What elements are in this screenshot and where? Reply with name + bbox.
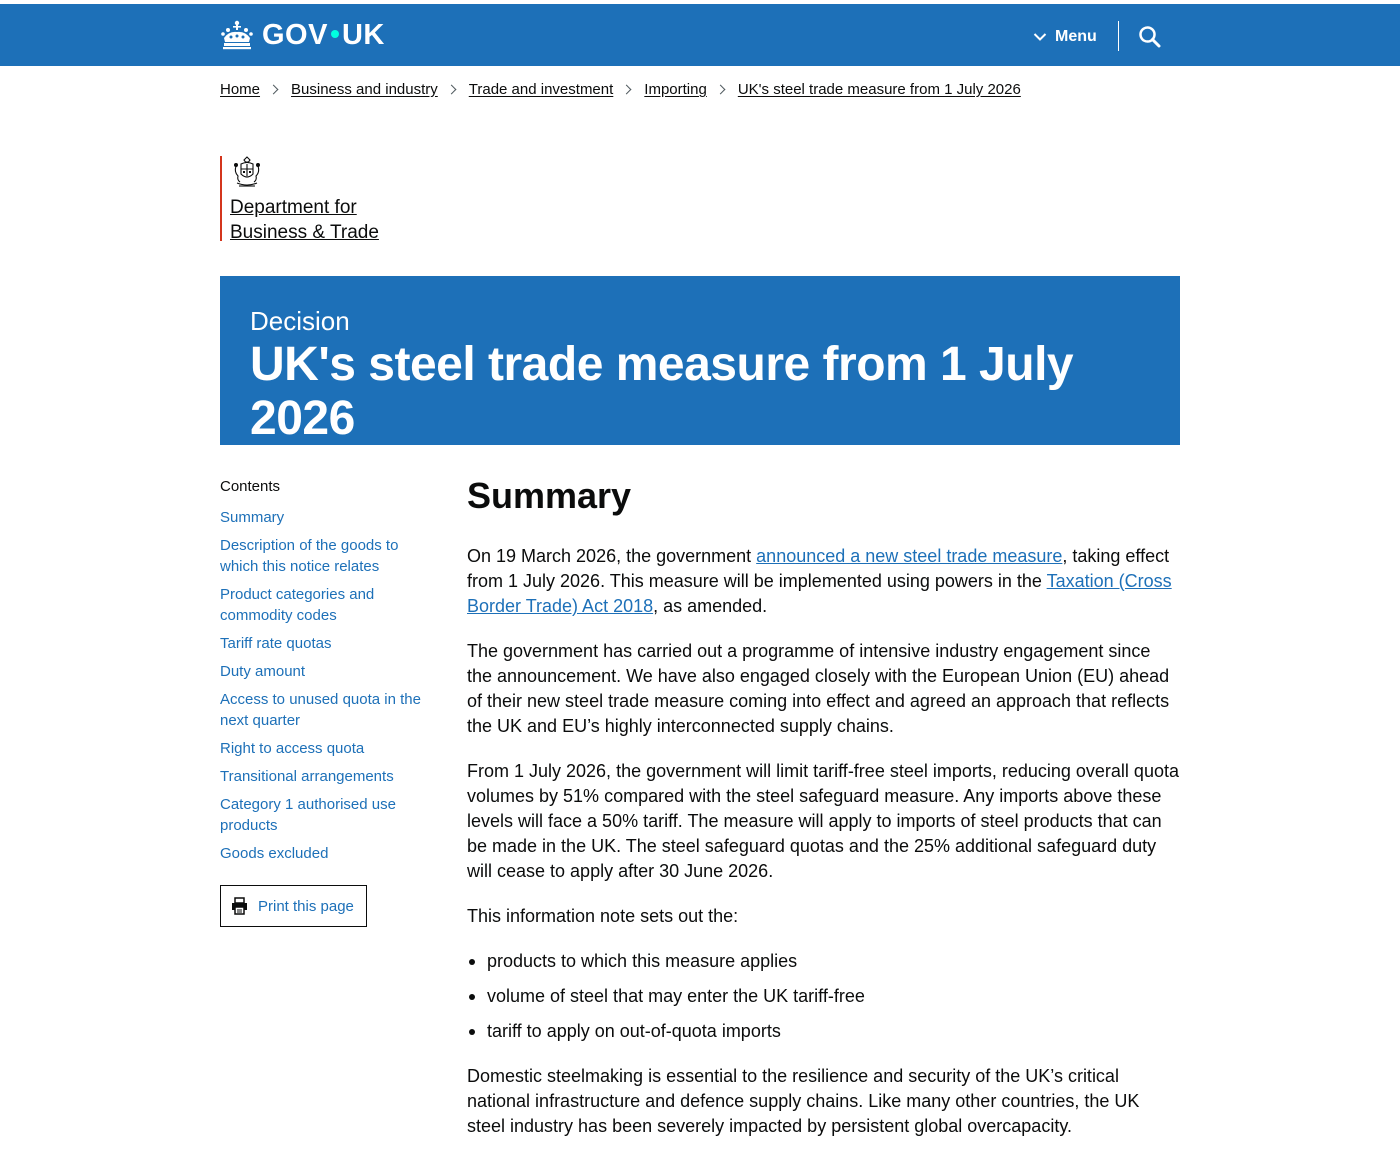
breadcrumb [220,81,1021,98]
contents-link-description-of-goods[interactable]: Description of the goods to which this notice relates [220,537,399,575]
brand-dot [331,30,339,38]
contents-heading: Contents [220,478,281,495]
crown-icon [220,20,254,50]
updated-date: Updated 25 June 2026 [250,447,412,464]
contents-link-tariff-rate-quotas[interactable]: Tariff rate quotas [220,635,332,652]
contents-links [220,507,440,864]
govuk-logo-link[interactable] [220,18,385,52]
contents-link-transitional-arrangements[interactable]: Transitional arrangements [220,768,394,785]
chevron-right-icon [622,85,632,95]
search-button[interactable] [1138,25,1162,49]
list-item: tariff to apply on out-of-quota imports [467,1019,1180,1044]
chevron-right-icon [715,85,725,95]
link-announced-new-steel-trade-measure[interactable]: announced a new steel trade measure [756,546,1063,566]
menu-button[interactable] [1033,24,1097,50]
contents-item [220,738,440,759]
royal-coat-of-arms-icon [232,156,262,190]
paragraph-announcement [467,544,1180,619]
contents-link-goods-excluded[interactable]: Goods excluded [220,845,329,862]
paragraph-text: , as amended. [653,596,768,616]
document-type: Decision [250,306,350,336]
organisation-link[interactable] [230,195,420,245]
paragraph-industry-engagement: The government has carried out a programme of intensive industry engagement since the announcement. We have also engaged closely with the European Union (EU) ahead of their new steel trade measure coming into effect and agreed an approach that reflects the UK and EU’s highly interconnected supply chains. [467,641,1170,736]
chevron-down-icon [1033,32,1047,42]
contents-link-right-to-access-quota[interactable]: Right to access quota [220,740,365,757]
main-content [467,474,1180,1159]
contents-item [220,689,440,731]
title-banner [220,276,1180,464]
contents-item [220,794,440,836]
site-header [0,0,1400,66]
contents-list [220,478,440,871]
contents-link-category-1[interactable]: Category 1 authorised use products [220,796,396,834]
page-title: UK's steel trade measure from 1 July 2026 [250,338,1074,445]
print-page-button[interactable] [220,885,367,927]
contents-item [220,843,440,864]
contents-item [220,507,440,528]
organisation-name-line2: Business & Trade [230,222,379,243]
bullet-list [467,949,1180,1044]
contents-link-unused-quota[interactable]: Access to unused quota in the next quarter [220,691,421,729]
paragraph-quota-limits: From 1 July 2026, the government will limit tariff-free steel imports, reducing overall quota volumes by 51% compared with the steel safeguard measure. Any imports above these levels will face a 50% tariff. The measure will apply to imports of steel products that can be made in the UK. The steel safeguard quotas and the 25% additional safeguard duty will cease to apply after 30 June 2026. [467,761,1179,881]
paragraph-note-intro: This information note sets out the: [467,906,739,926]
brand-wordmark [262,19,385,52]
menu-label: Menu [1055,28,1097,45]
contents-item [220,661,440,682]
paragraph-text: On 19 March 2026, the government [467,546,757,566]
brand-left: GOV [262,18,328,51]
link-taxation-act-2018[interactable]: Taxation (Cross Border Trade) Act 2018 [467,571,1172,616]
contents-item [220,633,440,654]
contents-link-duty-amount[interactable]: Duty amount [220,663,306,680]
chevron-right-icon [446,85,456,95]
brand-right: UK [341,18,385,51]
breadcrumb-home[interactable]: Home [220,81,261,98]
paragraph-domestic-steelmaking: Domestic steelmaking is essential to the resilience and security of the UK’s critical national infrastructure and defence supply chains. Like many other countries, the UK steel industry has been severely impacted by persistent global overcapacity. [467,1066,1140,1136]
breadcrumb-importing[interactable]: Importing [644,81,707,98]
paragraph-text: , taking effect from 1 July 2026. This measure will be implemented using powers in the [467,546,1170,591]
chevron-right-icon [269,85,279,95]
list-item: products to which this measure applies [467,949,1180,974]
breadcrumb-trade-and-investment[interactable]: Trade and investment [468,81,614,98]
breadcrumb-business-and-industry[interactable]: Business and industry [291,81,438,98]
printer-icon [231,897,248,915]
contents-item [220,535,440,577]
contents-item [220,766,440,787]
contents-item [220,584,440,626]
organisation-logo [220,156,420,241]
breadcrumb-current-page[interactable]: UK's steel trade measure from 1 July 2026 [737,81,1021,98]
contents-link-summary[interactable]: Summary [220,509,285,526]
search-icon [1138,25,1162,49]
contents-link-product-categories[interactable]: Product categories and commodity codes [220,586,375,624]
print-page-label: Print this page [258,897,354,915]
section-heading-summary: Summary [467,475,632,516]
header-divider [1118,21,1119,51]
organisation-name-line1: Department for [230,197,357,218]
list-item: volume of steel that may enter the UK tariff-free [467,984,1180,1009]
